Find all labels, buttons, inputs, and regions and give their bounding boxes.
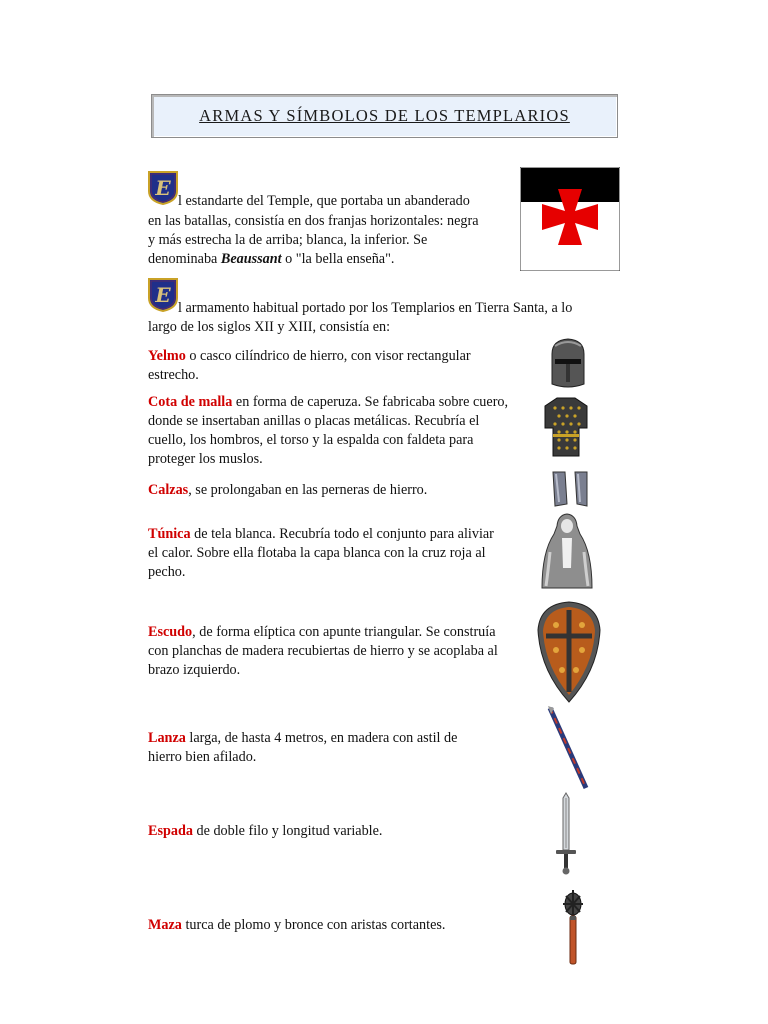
item-espada: Espada de doble filo y longitud variable. bbox=[148, 823, 383, 839]
shield-image bbox=[536, 600, 602, 704]
greaves-image bbox=[550, 470, 592, 508]
lance-image bbox=[546, 706, 590, 790]
intro2-line1: l armamento habitual portado por los Templarios en Tierra Santa, a lo bbox=[178, 300, 573, 316]
intro1-line2: en las batallas, consistía en dos franjas horizontales: negra bbox=[148, 213, 479, 229]
svg-text:E: E bbox=[155, 283, 171, 307]
templar-banner-image bbox=[520, 167, 620, 271]
tunic-cloak-image bbox=[540, 512, 594, 592]
intro1-line1: l estandarte del Temple, que portaba un abanderado bbox=[178, 193, 470, 209]
dropcap-shield-icon bbox=[148, 171, 178, 205]
item-tunica: Túnica de tela blanca. Recubría todo el conjunto para aliviar el calor. Sobre ella flotaba la capa blanca con la cruz roja al pecho. bbox=[148, 526, 494, 580]
item-escudo: Escudo, de forma elíptica con apunte triangular. Se construía con planchas de madera recubiertas de hierro y se acoplaba al brazo izquierdo. bbox=[148, 624, 498, 678]
item-maza: Maza turca de plomo y bronce con aristas cortantes. bbox=[148, 917, 446, 933]
item-cota-de-malla: Cota de malla en forma de caperuza. Se fabricaba sobre cuero, donde se insertaban anillas o placas metálicas. Recubría el cuello, los hombros, el torso y la espalda con faldeta para proteger los muslos. bbox=[148, 394, 509, 467]
beaussant-term: Beaussant bbox=[220, 251, 282, 267]
intro2-line2: largo de los siglos XII y XIII, consistía en: bbox=[148, 319, 391, 335]
page-title: ARMAS Y SÍMBOLOS DE LOS TEMPLARIOS bbox=[199, 106, 570, 125]
dropcap-shield-icon bbox=[148, 278, 178, 312]
item-calzas: Calzas, se prolongaban en las perneras de hierro. bbox=[148, 482, 428, 498]
intro1-line4: denominaba Beaussant o "la bella enseña". bbox=[148, 251, 395, 267]
item-yelmo: Yelmo o casco cilíndrico de hierro, con visor rectangular estrecho. bbox=[148, 348, 471, 383]
item-lanza: Lanza larga, de hasta 4 metros, en madera con astil de hierro bien afilado. bbox=[148, 730, 458, 765]
intro1-line3: y más estrecha la de arriba; blanca, la inferior. Se bbox=[148, 232, 428, 248]
svg-text:E: E bbox=[155, 176, 171, 200]
sword-image bbox=[554, 792, 578, 876]
chainmail-image bbox=[541, 394, 591, 462]
mace-image bbox=[560, 888, 586, 968]
title-box bbox=[151, 94, 618, 138]
helmet-image bbox=[546, 336, 590, 390]
